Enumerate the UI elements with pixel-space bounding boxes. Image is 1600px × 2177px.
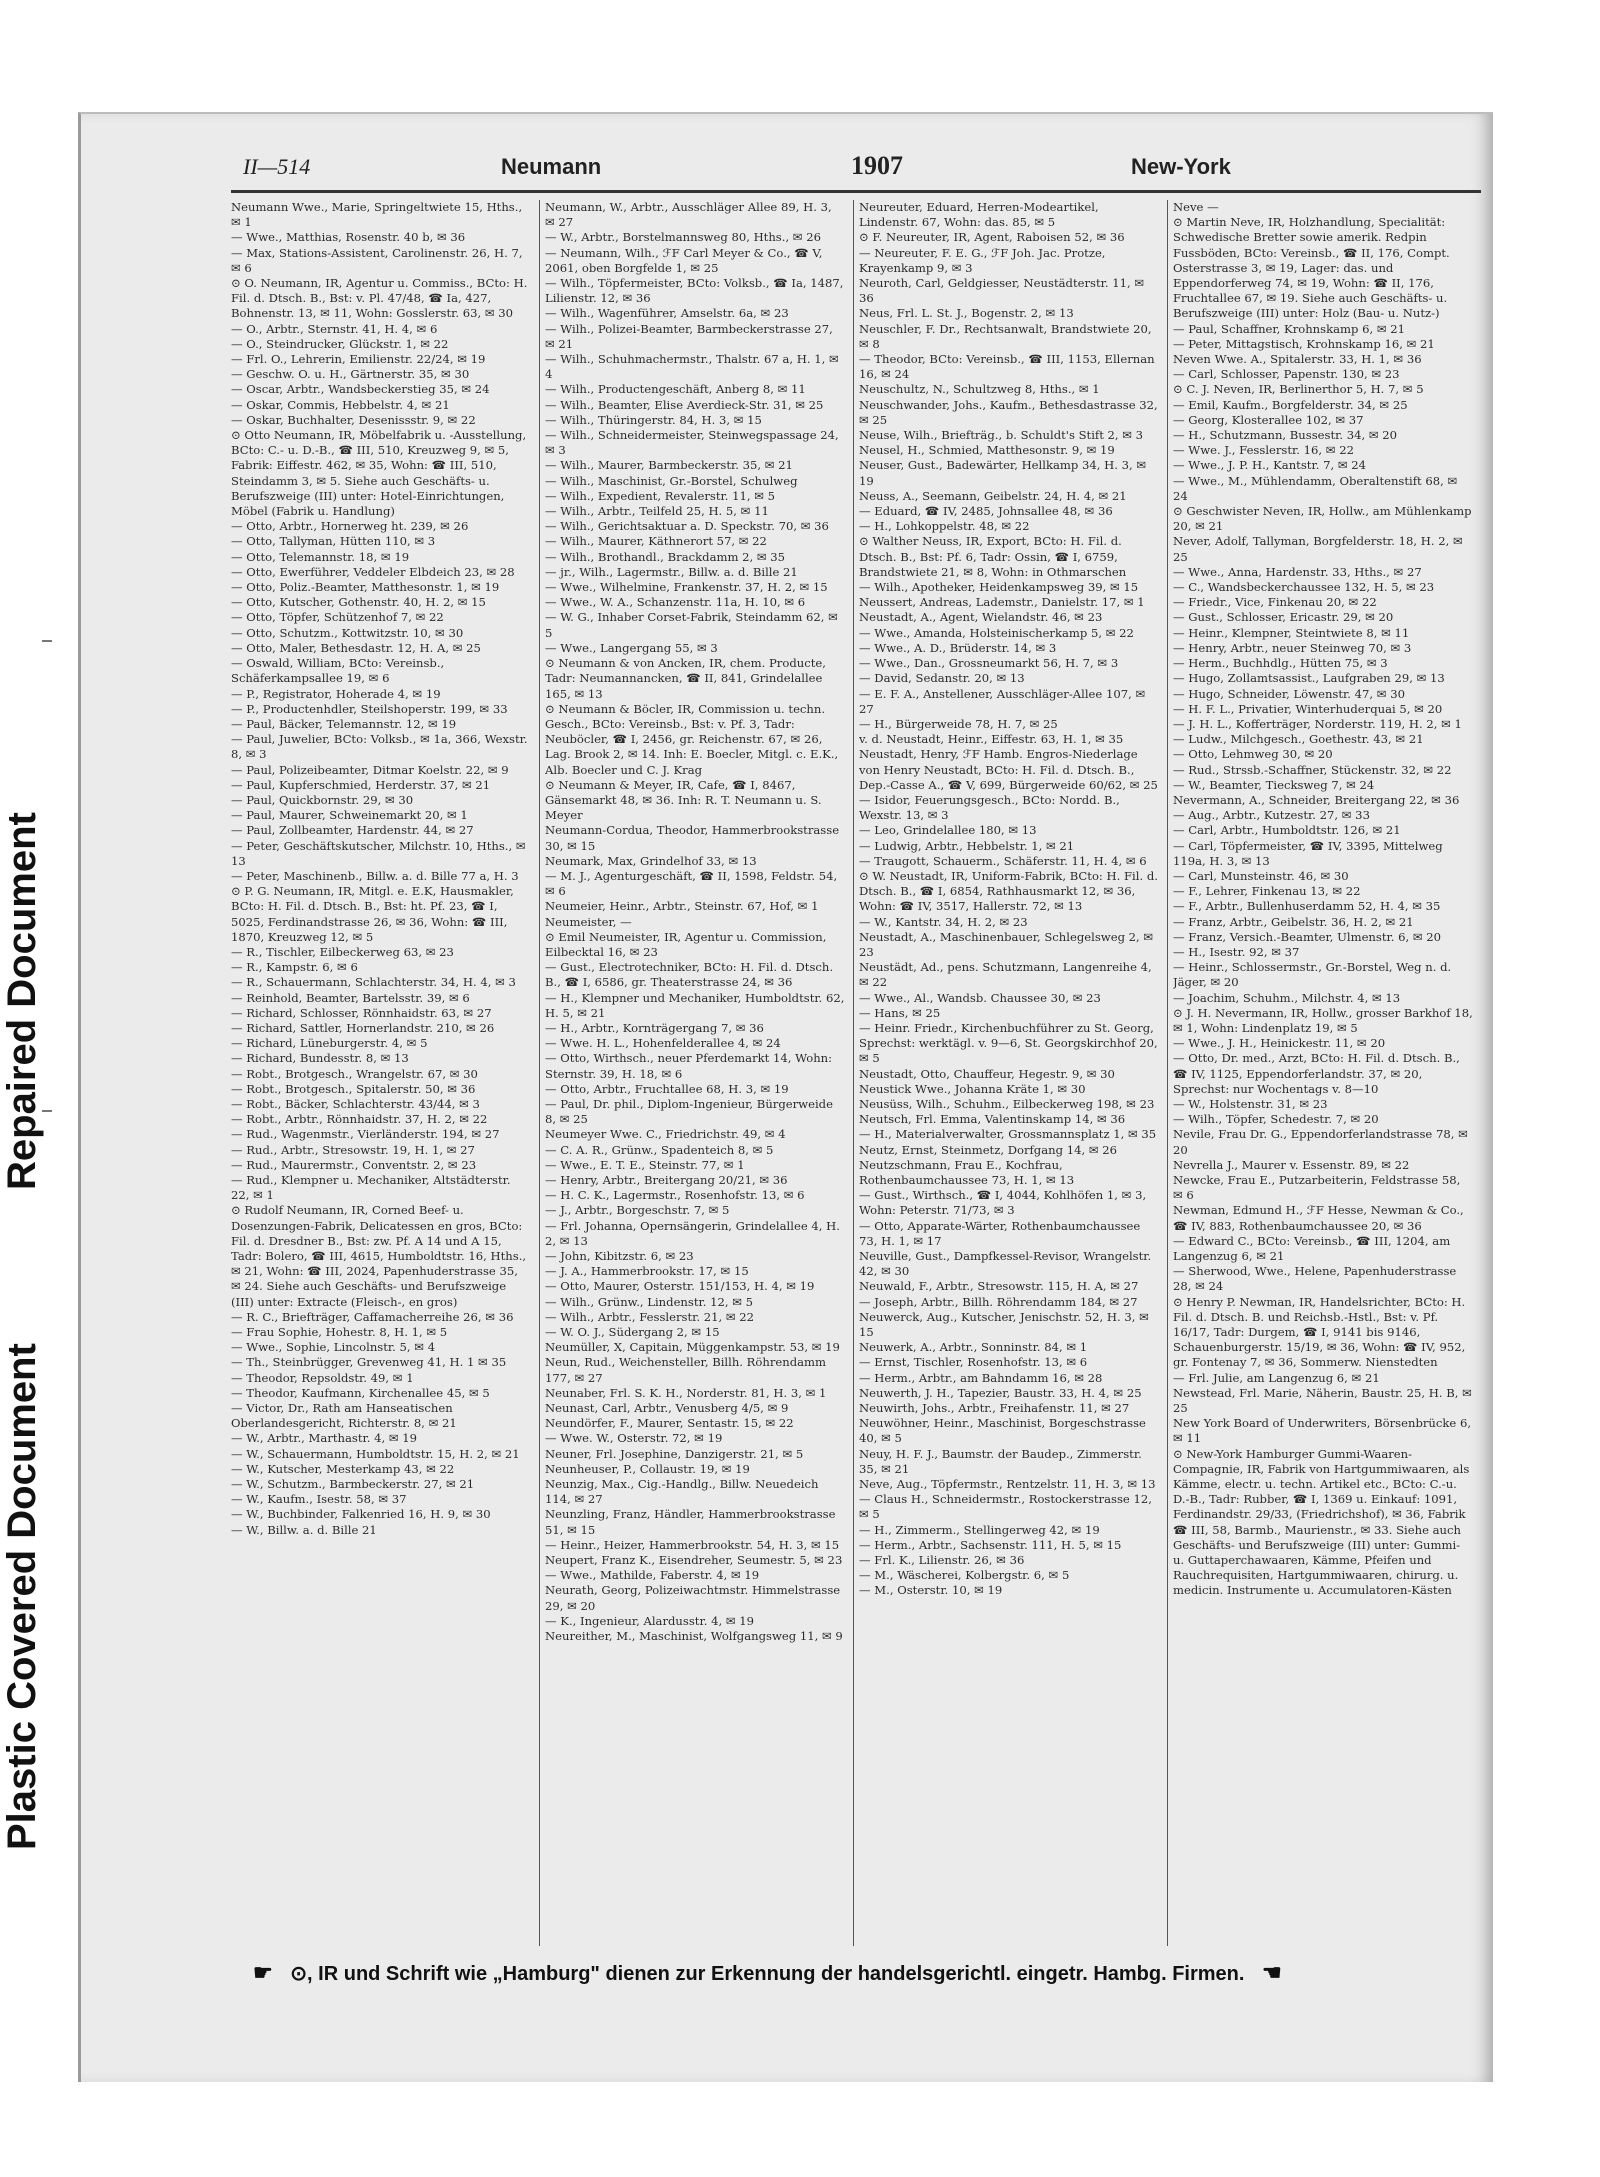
directory-entry: — H., Bürgerweide 78, H. 7, ✉ 25 (859, 716, 1058, 731)
directory-entry: ⊙ O. Neumann, IR, Agentur u. Commiss., BCto: H. Fil. d. Dtsch. B., Bst: v. Pl. 47/48, ☎ Ia, 427, Bohnenstr. 13, ✉ 11, Wohn: Gosslerstr. 63, ✉ 30 (231, 276, 528, 321)
directory-columns (231, 200, 1481, 1946)
directory-entry: — J. H. L., Kofferträger, Norderstr. 119, H. 2, ✉ 1 (1173, 716, 1462, 731)
directory-entry: Neuwerk, A., Arbtr., Sonninstr. 84, ✉ 1 (859, 1340, 1088, 1355)
directory-entry: — Wilh., Töpfermeister, BCto: Volksb., ☎ Ia, 1487, Lilienstr. 12, ✉ 36 (545, 276, 844, 306)
directory-entry: Neussert, Andreas, Lademstr., Danielstr. 17, ✉ 1 (859, 595, 1145, 610)
directory-entry: — H., Lohkoppelstr. 48, ✉ 22 (859, 519, 1030, 534)
directory-entry: — Otto, Schutzm., Kottwitzstr. 10, ✉ 30 (231, 625, 464, 640)
directory-entry: — Robt., Bäcker, Schlachterstr. 43/44, ✉ 3 (231, 1096, 480, 1111)
directory-entry: — Theodor, Kaufmann, Kirchenallee 45, ✉ 5 (231, 1385, 490, 1400)
directory-entry: — Wwe., Anna, Hardenstr. 33, Hths., ✉ 27 (1173, 564, 1422, 579)
directory-entry: — Paul, Maurer, Schweinemarkt 20, ✉ 1 (231, 808, 468, 823)
directory-entry: — Robt., Arbtr., Rönnhaidstr. 37, H. 2, ✉ 22 (231, 1112, 488, 1127)
directory-entry: — Franz, Arbtr., Geibelstr. 36, H. 2, ✉ 21 (1173, 914, 1414, 929)
directory-entry: — Carl, Arbtr., Humboldtstr. 126, ✉ 21 (1173, 823, 1401, 838)
directory-entry: ⊙ Henry P. Newman, IR, Handelsrichter, BCto: H. Fil. d. Dtsch. B. und Reichsb.-Hstl., Bst: v. Pf. 16/17, Tadr: Durgem, ☎ I, 9141 bis 9146, Schauenburgerstr. 15/19, ✉ 36, Wohn: ☎ IV, 952, gr. Fontenay 7, ✉ 36, Sommerw. Nienstedten (1173, 1294, 1466, 1370)
directory-entry: — Otto, Dr. med., Arzt, BCto: H. Fil. d. Dtsch. B., ☎ IV, 1125, Eppendorferlandstr. 37, ✉ 20, Sprechst: nur Wochentags v. 8—10 (1173, 1051, 1460, 1096)
side-label-plastic-covered: Plastic Covered Document (0, 1343, 44, 1850)
directory-entry: — Wwe., Sophie, Lincolnstr. 5, ✉ 4 (231, 1340, 436, 1355)
directory-entry: Neuroth, Carl, Geldgiesser, Neustädterstr. 11, ✉ 36 (859, 276, 1145, 306)
directory-entry: — Richard, Schlosser, Rönnhaidstr. 63, ✉ 27 (231, 1005, 492, 1020)
directory-entry: Neuschler, F. Dr., Rechtsanwalt, Brandstwiete 20, ✉ 8 (859, 321, 1152, 351)
directory-entry: — J. A., Hammerbrookstr. 17, ✉ 15 (545, 1264, 749, 1279)
directory-entry: — H., Isestr. 92, ✉ 37 (1173, 944, 1300, 959)
directory-entry: — Oskar, Commis, Hebbelstr. 4, ✉ 21 (231, 397, 450, 412)
directory-entry: — Wilh., Brothandl., Brackdamm 2, ✉ 35 (545, 549, 786, 564)
directory-entry: Neuss, A., Seemann, Geibelstr. 24, H. 4, ✉ 21 (859, 488, 1127, 503)
column-3 (859, 200, 1159, 1946)
directory-entry: — C., Wandsbeckerchaussee 132, H. 5, ✉ 23 (1173, 580, 1435, 595)
directory-entry: Neve, Aug., Töpfermstr., Rentzelstr. 11, H. 3, ✉ 13 (859, 1477, 1156, 1492)
directory-entry: — Frl. Johanna, Opernsängerin, Grindelallee 4, H. 2, ✉ 13 (545, 1218, 840, 1248)
directory-entry: — Otto, Apparate-Wärter, Rothenbaumchaussee 73, H. 1, ✉ 17 (859, 1218, 1141, 1248)
directory-entry: — David, Sedanstr. 20, ✉ 13 (859, 671, 1025, 686)
directory-entry: — Paul, Kupferschmied, Herderstr. 37, ✉ 21 (231, 777, 491, 792)
directory-entry: — John, Kibitzstr. 6, ✉ 23 (545, 1249, 694, 1264)
directory-entry: — Wilh., Wagenführer, Amselstr. 6a, ✉ 23 (545, 306, 789, 321)
directory-entry: — W., Schauermann, Humboldtstr. 15, H. 2, ✉ 21 (231, 1446, 520, 1461)
directory-entry: — W., Kantstr. 34, H. 2, ✉ 23 (859, 914, 1028, 929)
running-head-name: Neumann (501, 154, 602, 179)
directory-entry: — Oscar, Arbtr., Wandsbeckerstieg 35, ✉ 24 (231, 382, 490, 397)
directory-entry: Neumüller, X, Capitain, Müggenkampstr. 53, ✉ 19 (545, 1340, 840, 1355)
directory-entry: — Otto, Ewerführer, Veddeler Elbdeich 23, ✉ 28 (231, 564, 515, 579)
directory-entry: — Eduard, ☎ IV, 2485, Johnsallee 48, ✉ 36 (859, 504, 1113, 519)
directory-entry: — Sherwood, Wwe., Helene, Papenhuderstrasse 28, ✉ 24 (1173, 1264, 1457, 1294)
directory-entry: ⊙ Geschwister Neven, IR, Hollw., am Mühlenkamp 20, ✉ 21 (1173, 504, 1472, 534)
directory-entry: — P., Registrator, Hoherade 4, ✉ 19 (231, 686, 441, 701)
directory-entry: — H., Arbtr., Kornträgergang 7, ✉ 36 (545, 1020, 764, 1035)
directory-entry: Neunzling, Franz, Händler, Hammerbrookstrasse 51, ✉ 15 (545, 1507, 836, 1537)
directory-entry: Neumark, Max, Grindelhof 33, ✉ 13 (545, 853, 757, 868)
directory-entry: — K., Ingenieur, Alardusstr. 4, ✉ 19 (545, 1613, 754, 1628)
directory-entry: — Wilh., Apotheker, Heidenkampsweg 39, ✉ 15 (859, 580, 1139, 595)
directory-entry: Neuwerck, Aug., Kutscher, Jenischstr. 52, H. 3, ✉ 15 (859, 1309, 1149, 1340)
directory-entry: — Paul, Polizeibeamter, Ditmar Koelstr. 22, ✉ 9 (231, 762, 509, 777)
directory-entry: — Wwe. H. L., Hohenfelderallee 4, ✉ 24 (545, 1036, 781, 1051)
directory-entry: Neustick Wwe., Johanna Kräte 1, ✉ 30 (859, 1081, 1086, 1096)
directory-entry: — Wwe., J. H., Heinickestr. 11, ✉ 20 (1173, 1036, 1386, 1051)
directory-entry: — Otto, Arbtr., Fruchtallee 68, H. 3, ✉ 19 (545, 1081, 789, 1096)
directory-entry: — Richard, Bundesstr. 8, ✉ 13 (231, 1051, 409, 1066)
directory-entry: Neuschultz, N., Schultzweg 8, Hths., ✉ 1 (859, 382, 1100, 397)
directory-entry: — Georg, Klosterallee 102, ✉ 37 (1173, 412, 1364, 427)
directory-entry: — M., Osterstr. 10, ✉ 19 (859, 1583, 1003, 1598)
directory-entry: — Frl. K., Lilienstr. 26, ✉ 36 (859, 1553, 1025, 1568)
directory-entry: — Ludw., Milchgesch., Goethestr. 43, ✉ 21 (1173, 732, 1424, 747)
directory-entry: — Wwe., M., Mühlendamm, Oberaltenstift 68, ✉ 24 (1173, 473, 1458, 503)
page-number: II—514 (243, 154, 311, 179)
directory-entry: ⊙ Walther Neuss, IR, Export, BCto: H. Fil. d. Dtsch. B., Bst: Pf. 6, Tadr: Ossin, ☎ I, 6759, Brandstwiete 21, ✉ 8, Wohn: in Othmarschen (859, 534, 1127, 579)
directory-entry: — W., Arbtr., Borstelmannsweg 80, Hths., ✉ 26 (545, 230, 821, 245)
directory-entry: — Theodor, BCto: Vereinsb., ☎ III, 1153, Ellernan 16, ✉ 24 (859, 352, 1155, 382)
directory-entry: — Wilh., Schneidermeister, Steinwegspassage 24, ✉ 3 (545, 428, 839, 458)
column-4 (1173, 200, 1473, 1946)
directory-entry: — Wilh., Grünw., Lindenstr. 12, ✉ 5 (545, 1294, 754, 1309)
directory-entry: — Wwe., Wilhelmine, Frankenstr. 37, H. 2, ✉ 15 (545, 580, 828, 595)
directory-entry: — Wilh., Maurer, Käthnerort 57, ✉ 22 (545, 534, 767, 549)
directory-entry: — jr., Wilh., Lagermstr., Billw. a. d. Bille 21 (545, 564, 798, 579)
directory-entry: Neunheuser, P., Collaustr. 19, ✉ 19 (545, 1461, 750, 1476)
directory-entry: — H., Zimmerm., Stellingerweg 42, ✉ 19 (859, 1522, 1100, 1537)
directory-entry: — W. O. J., Südergang 2, ✉ 15 (545, 1325, 720, 1340)
directory-entry: — Wilh., Arbtr., Teilfeld 25, H. 5, ✉ 11 (545, 504, 769, 519)
directory-entry: Neupert, Franz K., Eisendreher, Seumestr. 5, ✉ 23 (545, 1553, 843, 1568)
directory-entry: — R. C., Briefträger, Caffamacherreihe 26, ✉ 36 (231, 1309, 514, 1324)
directory-entry: — Herm., Arbtr., am Bahndamm 16, ✉ 28 (859, 1370, 1103, 1385)
directory-entry: — W., Kutscher, Mesterkamp 43, ✉ 22 (231, 1461, 455, 1476)
directory-entry: Neuschwander, Johs., Kaufm., Bethesdastrasse 32, ✉ 25 (859, 397, 1158, 427)
directory-entry: — O., Steindrucker, Glückstr. 1, ✉ 22 (231, 336, 449, 351)
directory-entry: Neustädt, Ad., pens. Schutzmann, Langenreihe 4, ✉ 22 (859, 960, 1152, 990)
directory-entry: Neuwirth, Johs., Arbtr., Freihafenstr. 11, ✉ 27 (859, 1401, 1130, 1416)
directory-entry: — Gust., Wirthsch., ☎ I, 4044, Kohlhöfen 1, ✉ 3, Wohn: Peterstr. 71/73, ✉ 3 (859, 1188, 1147, 1218)
directory-entry: New York Board of Underwriters, Börsenbrücke 6, ✉ 11 (1173, 1416, 1472, 1446)
directory-entry: Newcke, Frau E., Putzarbeiterin, Feldstrasse 58, ✉ 6 (1173, 1173, 1461, 1203)
directory-entry: — R., Tischler, Eilbeckerweg 63, ✉ 23 (231, 944, 454, 959)
directory-entry: — H., Materialverwalter, Grossmannsplatz 1, ✉ 35 (859, 1127, 1157, 1142)
directory-entry: — Wwe., Mathilde, Faberstr. 4, ✉ 19 (545, 1568, 760, 1583)
directory-entry: — Otto, Arbtr., Hornerweg ht. 239, ✉ 26 (231, 519, 469, 534)
directory-entry: Neurath, Georg, Polizeiwachtmstr. Himmelstrasse 29, ✉ 20 (545, 1583, 841, 1613)
directory-entry: ⊙ Neumann & von Ancken, IR, chem. Producte, Tadr: Neumannancken, ☎ II, 841, Grindelallee 165, ✉ 13 (545, 656, 826, 701)
directory-entry: — Henry, Arbtr., neuer Steinweg 70, ✉ 3 (1173, 640, 1412, 655)
directory-entry: ⊙ Neumann & Böcler, IR, Commission u. techn. Gesch., BCto: Vereinsb., Bst: v. Pf. 3, Tadr: Neuböcler, ☎ I, 2456, gr. Reichenstr. 67, ✉ 26, Lag. Brook 2, ✉ 14. Inh: E. Boecler, Mitgl. c. E.K., Alb. Boecler und C. J. Krag (545, 701, 839, 777)
directory-entry: Neumann-Cordua, Theodor, Hammerbrookstrasse 30, ✉ 15 (545, 823, 840, 853)
directory-entry: ⊙ J. H. Nevermann, IR, Hollw., grosser Barkhof 18, ✉ 1, Wohn: Lindenplatz 19, ✉ 5 (1173, 1005, 1473, 1035)
directory-entry: Neuwerth, J. H., Tapezier, Baustr. 33, H. 4, ✉ 25 (859, 1385, 1142, 1400)
directory-entry: — Leo, Grindelallee 180, ✉ 13 (859, 823, 1037, 838)
directory-entry: — Wilh., Productengeschäft, Anberg 8, ✉ 11 (545, 382, 806, 397)
directory-entry: — Herm., Arbtr., Sachsenstr. 111, H. 5, ✉ 15 (859, 1537, 1122, 1552)
directory-entry: — Robt., Brotgesch., Spitalerstr. 50, ✉ 36 (231, 1081, 476, 1096)
footer-note: ⊙, IR und Schrift wie „Hamburg" dienen zur Erkennung der handelsgerichtl. eingetr. Hambg. Firmen. (290, 1963, 1245, 1985)
running-head-city: New-York (1131, 154, 1231, 179)
directory-entry: Neutsch, Frl. Emma, Valentinskamp 14, ✉ 36 (859, 1112, 1126, 1127)
directory-entry: — Otto, Maurer, Osterstr. 151/153, H. 4, ✉ 19 (545, 1279, 815, 1294)
directory-entry: Neumeyer Wwe. C., Friedrichstr. 49, ✉ 4 (545, 1127, 786, 1142)
directory-entry: — Neureuter, F. E. G., ℱF Joh. Jac. Protze, Krayenkamp 9, ✉ 3 (859, 245, 1106, 275)
directory-entry: Neustadt, Henry, ℱF Hamb. Engros-Niederlage von Henry Neustadt, BCto: H. Fil. d. Dtsch. B., Dep.-Casse A., ☎ V, 699, Bürgerweide 60/62, ✉ 25 (859, 747, 1158, 792)
directory-entry: Newstead, Frl. Marie, Näherin, Baustr. 25, H. B, ✉ 25 (1173, 1385, 1472, 1416)
directory-entry: Neven Wwe. A., Spitalerstr. 33, H. 1, ✉ 36 (1173, 352, 1422, 367)
directory-entry: Neus, Frl. L. St. J., Bogenstr. 2, ✉ 13 (859, 306, 1074, 321)
directory-entry: Neumann Wwe., Marie, Springeltwiete 15, Hths., ✉ 1 (231, 200, 523, 230)
directory-entry: — Peter, Mittagstisch, Krohnskamp 16, ✉ 21 (1173, 336, 1435, 351)
directory-entry: — Isidor, Feuerungsgesch., BCto: Nordd. B., Wexstr. 13, ✉ 3 (859, 792, 1120, 823)
directory-entry: — Joseph, Arbtr., Billh. Röhrendamm 184, ✉ 27 (859, 1294, 1138, 1309)
directory-entry: ⊙ Otto Neumann, IR, Möbelfabrik u. -Ausstellung, BCto: C.- u. D.-B., ☎ III, 510, Kreuzweg 9, ✉ 5, Fabrik: Eiffestr. 462, ✉ 35, Wohn: ☎ III, 510, Steindamm 3, ✉ 5. Siehe auch Geschäfts- u. Berufszweige (III) unter: Hotel-Einrichtungen, Möbel (Fabrik u. Handlung) (231, 428, 527, 519)
directory-entry: — Heinr., Klempner, Steintwiete 8, ✉ 11 (1173, 625, 1410, 640)
directory-entry: — Traugott, Schauerm., Schäferstr. 11, H. 4, ✉ 6 (859, 853, 1147, 868)
directory-entry: — Rud., Klempner u. Mechaniker, Altstädterstr. 22, ✉ 1 (231, 1173, 511, 1203)
directory-entry: — Henry, Arbtr., Breitergang 20/21, ✉ 36 (545, 1173, 788, 1187)
directory-entry: Neutzschmann, Frau E., Kochfrau, Rothenbaumchaussee 73, H. 1, ✉ 13 (859, 1157, 1075, 1187)
directory-entry: — Herm., Buchhdlg., Hütten 75, ✉ 3 (1173, 656, 1388, 671)
directory-entry: — Hugo, Schneider, Löwenstr. 47, ✉ 30 (1173, 686, 1405, 701)
directory-entry: ⊙ C. J. Neven, IR, Berlinerthor 5, H. 7, ✉ 5 (1173, 382, 1424, 397)
directory-entry: — H., Klempner und Mechaniker, Humboldtstr. 62, H. 5, ✉ 21 (545, 990, 845, 1020)
directory-entry: — Otto, Lehmweg 30, ✉ 20 (1173, 747, 1333, 762)
directory-entry: Nevermann, A., Schneider, Breitergang 22, ✉ 36 (1173, 792, 1460, 807)
directory-entry: Neumann, W., Arbtr., Ausschläger Allee 89, H. 3, ✉ 27 (545, 200, 832, 230)
directory-entry: — H. F. L., Privatier, Winterhuderquai 5, ✉ 20 (1173, 701, 1443, 716)
directory-entry: — Ernst, Tischler, Rosenhofstr. 13, ✉ 6 (859, 1355, 1088, 1370)
directory-entry: Neuwöhner, Heinr., Maschinist, Borgeschstrasse 40, ✉ 5 (859, 1416, 1146, 1446)
directory-entry: — Wwe., Matthias, Rosenstr. 40 b, ✉ 36 (231, 230, 466, 245)
directory-entry: — Hans, ✉ 25 (859, 1005, 941, 1020)
directory-entry: — F., Lehrer, Finkenau 13, ✉ 22 (1173, 884, 1361, 899)
directory-entry: Neuville, Gust., Dampfkessel-Revisor, Wrangelstr. 42, ✉ 30 (859, 1249, 1152, 1279)
directory-entry: — Friedr., Vice, Finkenau 20, ✉ 22 (1173, 595, 1377, 610)
directory-entry: — Carl, Töpfermeister, ☎ IV, 3395, Mittelweg 119a, H. 3, ✉ 13 (1173, 838, 1443, 868)
directory-entry: — Neumann, Wilh., ℱF Carl Meyer & Co., ☎ V, 2061, oben Borgfelde 1, ✉ 25 (545, 245, 823, 275)
directory-entry: — O., Arbtr., Sternstr. 41, H. 4, ✉ 6 (231, 321, 438, 336)
directory-entry: Neutz, Ernst, Steinmetz, Dorfgang 14, ✉ 26 (859, 1142, 1117, 1157)
directory-entry: — Carl, Munsteinstr. 46, ✉ 30 (1173, 868, 1349, 883)
directory-entry: Nevrella J., Maurer v. Essenstr. 89, ✉ 22 (1173, 1157, 1410, 1172)
directory-entry: ⊙ P. G. Neumann, IR, Mitgl. e. E.K, Hausmakler, BCto: H. Fil. d. Dtsch. B., Bst: ht. Pf. 23, ☎ I, 5025, Ferdinandstrasse 26, ✉ 36, Wohn: ☎ III, 1870, Kreuzweg 12, ✉ 5 (231, 884, 514, 944)
directory-entry: — Paul, Bäcker, Telemannstr. 12, ✉ 19 (231, 716, 457, 731)
directory-entry: — Victor, Dr., Rath am Hanseatischen Oberlandesgericht, Richterstr. 8, ✉ 21 (231, 1401, 457, 1431)
directory-entry: Nevile, Frau Dr. G., Eppendorferlandstrasse 78, ✉ 20 (1173, 1127, 1468, 1157)
directory-entry: Neustadt, A., Maschinenbauer, Schlegelsweg 2, ✉ 23 (859, 929, 1154, 959)
pointing-hand-icon: ☚ (1262, 1960, 1282, 1985)
directory-entry: Never, Adolf, Tallyman, Borgfelderstr. 18, H. 2, ✉ 25 (1173, 534, 1463, 564)
directory-entry: — Ludwig, Arbtr., Hebbelstr. 1, ✉ 21 (859, 838, 1075, 853)
directory-entry: — Wwe., W. A., Schanzenstr. 11a, H. 10, ✉ 6 (545, 595, 806, 610)
running-head-year: 1907 (851, 151, 903, 180)
directory-entry: — W. G., Inhaber Corset-Fabrik, Steindamm 62, ✉ 5 (545, 610, 838, 640)
directory-entry: — Wwe., Dan., Grossneumarkt 56, H. 7, ✉ 3 (859, 656, 1119, 671)
column-rule (1167, 200, 1168, 1946)
directory-entry: — Wilh., Schuhmachermstr., Thalstr. 67 a, H. 1, ✉ 4 (545, 352, 839, 382)
directory-entry: — Rud., Arbtr., Stresowstr. 19, H. 1, ✉ 27 (231, 1142, 475, 1157)
directory-entry: — Joachim, Schuhm., Milchstr. 4, ✉ 13 (1173, 990, 1401, 1005)
directory-entry: — Wwe., Langergang 55, ✉ 3 (545, 640, 718, 655)
directory-entry: Neunaber, Frl. S. K. H., Norderstr. 81, H. 3, ✉ 1 (545, 1385, 827, 1400)
directory-entry: — Robt., Brotgesch., Wrangelstr. 67, ✉ 30 (231, 1066, 478, 1081)
page-header (171, 150, 1421, 192)
directory-entry: ⊙ F. Neureuter, IR, Agent, Raboisen 52, ✉ 36 (859, 230, 1125, 245)
directory-entry: — Otto, Wirthsch., neuer Pferdemarkt 14, Wohn: Sternstr. 39, H. 18, ✉ 6 (545, 1051, 833, 1081)
directory-entry: — Otto, Töpfer, Schützenhof 7, ✉ 22 (231, 610, 444, 625)
directory-entry: Neusel, H., Schmied, Matthesonstr. 9, ✉ 19 (859, 443, 1115, 458)
directory-entry: ⊙ Rudolf Neumann, IR, Corned Beef- u. Dosenzungen-Fabrik, Delicatessen en gros, BCto: Fil. d. Dresdner B., Bst: zw. Pf. A 14 und A 15, Tadr: Bolero, ☎ III, 4615, Humboldtstr. 16, Hths., ✉ 21, Wohn: ☎ III, 2024, Papenhuderstrasse 35, ✉ 24. Siehe auch Geschäfts- und Berufszweige (III) unter: Extracte (Fleisch-, en gros) (231, 1203, 527, 1309)
directory-entry: — Th., Steinbrügger, Grevenweg 41, H. 1 ✉ 35 (231, 1355, 507, 1370)
directory-entry: Neunzig, Max., Cig.-Handlg., Billw. Neuedeich 114, ✉ 27 (545, 1477, 819, 1507)
directory-entry: — Oswald, William, BCto: Vereinsb., Schäferkampsallee 19, ✉ 6 (231, 656, 445, 686)
header-rule (231, 190, 1481, 193)
directory-entry: — Emil, Kaufm., Borgfelderstr. 34, ✉ 25 (1173, 397, 1408, 412)
directory-entry: — Wwe., J. P. H., Kantstr. 7, ✉ 24 (1173, 458, 1366, 473)
directory-entry: ⊙ Neumann & Meyer, IR, Cafe, ☎ I, 8467, Gänsemarkt 48, ✉ 36. Inh: R. T. Neumann u. S. Meyer (545, 777, 822, 823)
directory-entry: — Heinr. Friedr., Kirchenbuchführer zu St. Georg, Sprechst: werktägl. v. 9—6, St. Georgskirchhof 20, ✉ 5 (859, 1020, 1158, 1066)
directory-entry: — P., Productenhdler, Steilshoperstr. 199, ✉ 33 (231, 701, 508, 716)
directory-entry: — Otto, Poliz.-Beamter, Matthesonstr. 1, ✉ 19 (231, 580, 500, 595)
directory-entry: — Wilh., Expedient, Revalerstr. 11, ✉ 5 (545, 488, 776, 503)
directory-entry: — Gust., Schlosser, Ericastr. 29, ✉ 20 (1173, 610, 1394, 625)
directory-entry: — Geschw. O. u. H., Gärtnerstr. 35, ✉ 30 (231, 367, 470, 382)
directory-entry: Neustadt, A., Agent, Wielandstr. 46, ✉ 23 (859, 610, 1103, 625)
directory-entry: — C. A. R., Grünw., Spadenteich 8, ✉ 5 (545, 1142, 774, 1157)
directory-entry: — Theodor, Repsoldstr. 49, ✉ 1 (231, 1370, 414, 1385)
directory-entry: Neuse, Wilh., Briefträg., b. Schuldt's Stift 2, ✉ 3 (859, 428, 1144, 443)
directory-entry: — Paul, Juwelier, BCto: Volksb., ✉ 1a, 366, Wexstr. 8, ✉ 3 (231, 732, 528, 762)
column-2 (545, 200, 845, 1946)
directory-entry: — Otto, Telemannstr. 18, ✉ 19 (231, 549, 410, 564)
directory-entry: — Reinhold, Beamter, Bartelsstr. 39, ✉ 6 (231, 990, 470, 1005)
directory-entry: Neureuter, Eduard, Herren-Modeartikel, Lindenstr. 67, Wohn: das. 85, ✉ 5 (859, 200, 1099, 230)
directory-entry: — Max, Stations-Assistent, Carolinenstr. 26, H. 7, ✉ 6 (231, 245, 523, 275)
directory-entry: — W., Arbtr., Marthastr. 4, ✉ 19 (231, 1431, 418, 1446)
directory-entry: ⊙ Emil Neumeister, IR, Agentur u. Commission, Eilbecktal 16, ✉ 23 (545, 929, 827, 959)
directory-entry: — Frau Sophie, Hohestr. 8, H. 1, ✉ 5 (231, 1325, 448, 1340)
directory-entry: — Wilh., Beamter, Elise Averdieck-Str. 31, ✉ 25 (545, 397, 824, 412)
directory-entry: — Wilh., Töpfer, Schedestr. 7, ✉ 20 (1173, 1112, 1379, 1127)
directory-entry: — Frl. O., Lehrerin, Emilienstr. 22/24, ✉ 19 (231, 352, 486, 367)
directory-entry: ⊙ W. Neustadt, IR, Uniform-Fabrik, BCto: H. Fil. d. Dtsch. B., ☎ I, 6854, Rathhausmarkt 12, ✉ 36, Wohn: ☎ IV, 3517, Hallerstr. 72, ✉ 13 (859, 868, 1158, 914)
directory-entry: Neundörfer, F., Maurer, Sentastr. 15, ✉ 22 (545, 1416, 794, 1431)
directory-entry: Neunast, Carl, Arbtr., Venusberg 4/5, ✉ 9 (545, 1401, 789, 1416)
directory-entry: — Peter, Maschinenb., Billw. a. d. Bille 77 a, H. 3 (231, 868, 519, 883)
directory-entry: — W., Schutzm., Barmbeckerstr. 27, ✉ 21 (231, 1477, 475, 1492)
margin-tick (42, 640, 52, 642)
directory-entry: Neumeister, — (545, 914, 632, 929)
directory-entry: — E. F. A., Anstellener, Ausschläger-Allee 107, ✉ 27 (859, 686, 1146, 716)
directory-entry: — Paul, Schaffner, Krohnskamp 6, ✉ 21 (1173, 321, 1406, 336)
directory-entry: — Wilh., Maschinist, Gr.-Borstel, Schulweg (545, 473, 798, 488)
directory-entry: — W., Buchbinder, Falkenried 16, H. 9, ✉ 30 (231, 1507, 491, 1522)
side-label-repaired: Repaired Document (0, 812, 44, 1190)
directory-entry: Neusüss, Wilh., Schuhm., Eilbeckerweg 198, ✉ 23 (859, 1096, 1155, 1111)
directory-entry: — Otto, Kutscher, Gothenstr. 40, H. 2, ✉ 15 (231, 595, 486, 610)
directory-entry: Newman, Edmund H., ℱF Hesse, Newman & Co., ☎ IV, 883, Rothenbaumchaussee 20, ✉ 36 (1173, 1203, 1464, 1233)
directory-entry: — Otto, Maler, Bethesdastr. 12, H. A, ✉ 25 (231, 640, 481, 655)
directory-entry: — F., Arbtr., Bullenhuserdamm 52, H. 4, ✉ 35 (1173, 899, 1441, 914)
directory-entry: — Wwe. W., Osterstr. 72, ✉ 19 (545, 1431, 723, 1446)
directory-entry: — Paul, Dr. phil., Diplom-Ingenieur, Bürgerweide 8, ✉ 25 (545, 1096, 833, 1127)
directory-entry: — R., Kampstr. 6, ✉ 6 (231, 960, 358, 975)
directory-entry: ⊙ New-York Hamburger Gummi-Waaren-Compagnie, IR, Fabrik von Hartgummiwaaren, als Kämme, electr. u. techn. Artikel etc., BCto: C.-u. D.-B., Tadr: Rubber, ☎ I, 1369 u. Einkauf: 1091, Ferdinandstr. 29/33, (Friedrichshof), ✉ 36, Fabrik ☎ III, 58, Barmb., Maurienstr., ✉ 33. Siehe auch Geschäfts- und Berufszweige (III) unter: Gummi- u. Guttaperchawaaren, Kämme, Pfeifen und Rauchrequisiten, Hartgummiwaaren, chirurg. u. medicin. Instrumente u. Accumulatoren-Kästen (1173, 1446, 1470, 1598)
directory-entry: — Paul, Zollbeamter, Hardenstr. 44, ✉ 27 (231, 823, 474, 838)
directory-entry: Neuy, H. F. J., Baumstr. der Baudep., Zimmerstr. 35, ✉ 21 (859, 1446, 1142, 1476)
directory-entry: — J., Arbtr., Borgeschstr. 7, ✉ 5 (545, 1203, 730, 1218)
directory-entry: — Wwe., Amanda, Holsteinischerkamp 5, ✉ 22 (859, 625, 1134, 640)
directory-entry: — Paul, Quickbornstr. 29, ✉ 30 (231, 792, 414, 807)
directory-entry: — Otto, Tallyman, Hütten 110, ✉ 3 (231, 534, 436, 549)
directory-entry: — Claus H., Schneidermstr., Rostockerstrasse 12, ✉ 5 (859, 1492, 1152, 1522)
directory-entry: — Wilh., Arbtr., Fesslerstr. 21, ✉ 22 (545, 1309, 755, 1324)
column-1 (231, 200, 531, 1946)
directory-entry: — Wwe., Al., Wandsb. Chaussee 30, ✉ 23 (859, 990, 1101, 1005)
directory-entry: — Wilh., Thüringerstr. 84, H. 3, ✉ 15 (545, 412, 762, 427)
directory-page (78, 112, 1493, 2082)
directory-entry: — Gust., Electrotechniker, BCto: H. Fil. d. Dtsch. B., ☎ I, 6586, gr. Theaterstrasse 24, ✉ 36 (545, 960, 834, 990)
directory-entry: Neuwald, F., Arbtr., Stresowstr. 115, H. A, ✉ 27 (859, 1279, 1139, 1294)
directory-entry: — Hugo, Zollamtsassist., Laufgraben 29, ✉ 13 (1173, 671, 1445, 686)
directory-entry: — Wwe. J., Fesslerstr. 16, ✉ 22 (1173, 443, 1354, 458)
directory-entry: Neuner, Frl. Josephine, Danzigerstr. 21, ✉ 5 (545, 1446, 804, 1461)
directory-entry: — Rud., Maurermstr., Conventstr. 2, ✉ 23 (231, 1157, 477, 1172)
directory-entry: v. d. Neustadt, Heinr., Eiffestr. 63, H. 1, ✉ 35 (859, 732, 1124, 747)
directory-entry: — Wilh., Gerichtsaktuar a. D. Speckstr. 70, ✉ 36 (545, 519, 829, 534)
directory-entry: — M., Wäscherei, Kolbergstr. 6, ✉ 5 (859, 1568, 1070, 1583)
directory-entry: Neustadt, Otto, Chauffeur, Hegestr. 9, ✉ 30 (859, 1066, 1115, 1081)
directory-entry: — Wilh., Polizei-Beamter, Barmbeckerstrasse 27, ✉ 21 (545, 321, 833, 351)
directory-entry: — Richard, Lüneburgerstr. 4, ✉ 5 (231, 1036, 428, 1051)
directory-entry: — Franz, Versich.-Beamter, Ulmenstr. 6, ✉ 20 (1173, 929, 1442, 944)
directory-entry: Neumeier, Heinr., Arbtr., Steinstr. 67, Hof, ✉ 1 (545, 899, 819, 914)
directory-entry: — H., Schutzmann, Bussestr. 34, ✉ 20 (1173, 428, 1398, 443)
directory-entry: — Wwe., A. D., Brüderstr. 14, ✉ 3 (859, 640, 1057, 655)
directory-entry: — Oskar, Buchhalter, Desenissstr. 9, ✉ 22 (231, 412, 476, 427)
column-rule (853, 200, 854, 1946)
directory-entry: — Peter, Geschäftskutscher, Milchstr. 10, Hths., ✉ 13 (231, 838, 526, 868)
directory-entry: — Aug., Arbtr., Kutzestr. 27, ✉ 33 (1173, 808, 1370, 823)
column-rule (539, 200, 540, 1946)
directory-entry: — W., Kaufm., Isestr. 58, ✉ 37 (231, 1492, 407, 1507)
directory-entry: Neureither, M., Maschinist, Wolfgangsweg 11, ✉ 9 (545, 1629, 843, 1644)
directory-entry: — Richard, Sattler, Hornerlandstr. 210, ✉ 26 (231, 1020, 495, 1035)
margin-tick (42, 1110, 52, 1112)
directory-entry: — Carl, Schlosser, Papenstr. 130, ✉ 23 (1173, 367, 1400, 382)
directory-entry: — Rud., Wagenmstr., Vierländerstr. 194, ✉ 27 (231, 1127, 500, 1142)
directory-entry: — Heinr., Schlossermstr., Gr.-Borstel, Weg n. d. Jäger, ✉ 20 (1173, 960, 1452, 990)
directory-entry: — M. J., Agenturgeschäft, ☎ II, 1598, Feldstr. 54, ✉ 6 (545, 868, 838, 899)
directory-entry: — W., Holstenstr. 31, ✉ 23 (1173, 1096, 1328, 1111)
directory-entry: ⊙ Martin Neve, IR, Holzhandlung, Specialität: Schwedische Bretter sowie amerik. Redpin Fussböden, BCto: Vereinsb., ☎ II, 176, Compt. Osterstrasse 3, ✉ 19, Lager: das. und Eppendorferweg 74, ✉ 19, Wohn: ☎ II, 176, Fruchtallee 67, ✉ 19. Siehe auch Geschäfts- u. Berufszweige (III) unter: Holz (Bau- u. Nutz-) (1173, 215, 1450, 321)
page-footer (241, 1960, 1471, 1990)
directory-entry: — Frl. Julie, am Langenzug 6, ✉ 21 (1173, 1370, 1380, 1385)
directory-entry: Neve — (1173, 200, 1219, 214)
directory-entry: — Wilh., Maurer, Barmbeckerstr. 35, ✉ 21 (545, 458, 793, 473)
directory-entry: Neun, Rud., Weichensteller, Billh. Röhrendamm 177, ✉ 27 (545, 1355, 827, 1385)
directory-entry: — Heinr., Heizer, Hammerbrookstr. 54, H. 3, ✉ 15 (545, 1537, 840, 1552)
directory-entry: — Wwe., E. T. E., Steinstr. 77, ✉ 1 (545, 1157, 745, 1172)
directory-entry: — W., Beamter, Tiecksweg 7, ✉ 24 (1173, 777, 1375, 792)
directory-entry: — Rud., Strssb.-Schaffner, Stückenstr. 32, ✉ 22 (1173, 762, 1452, 777)
directory-entry: — Edward C., BCto: Vereinsb., ☎ III, 1204, am Langenzug 6, ✉ 21 (1173, 1233, 1451, 1264)
pointing-hand-icon: ☛ (253, 1960, 273, 1985)
directory-entry: — R., Schauermann, Schlachterstr. 34, H. 4, ✉ 3 (231, 975, 516, 990)
directory-entry: — H. C. K., Lagermstr., Rosenhofstr. 13, ✉ 6 (545, 1188, 805, 1203)
directory-entry: — W., Billw. a. d. Bille 21 (231, 1522, 377, 1537)
directory-entry: Neuser, Gust., Badewärter, Hellkamp 34, H. 3, ✉ 19 (859, 458, 1147, 488)
